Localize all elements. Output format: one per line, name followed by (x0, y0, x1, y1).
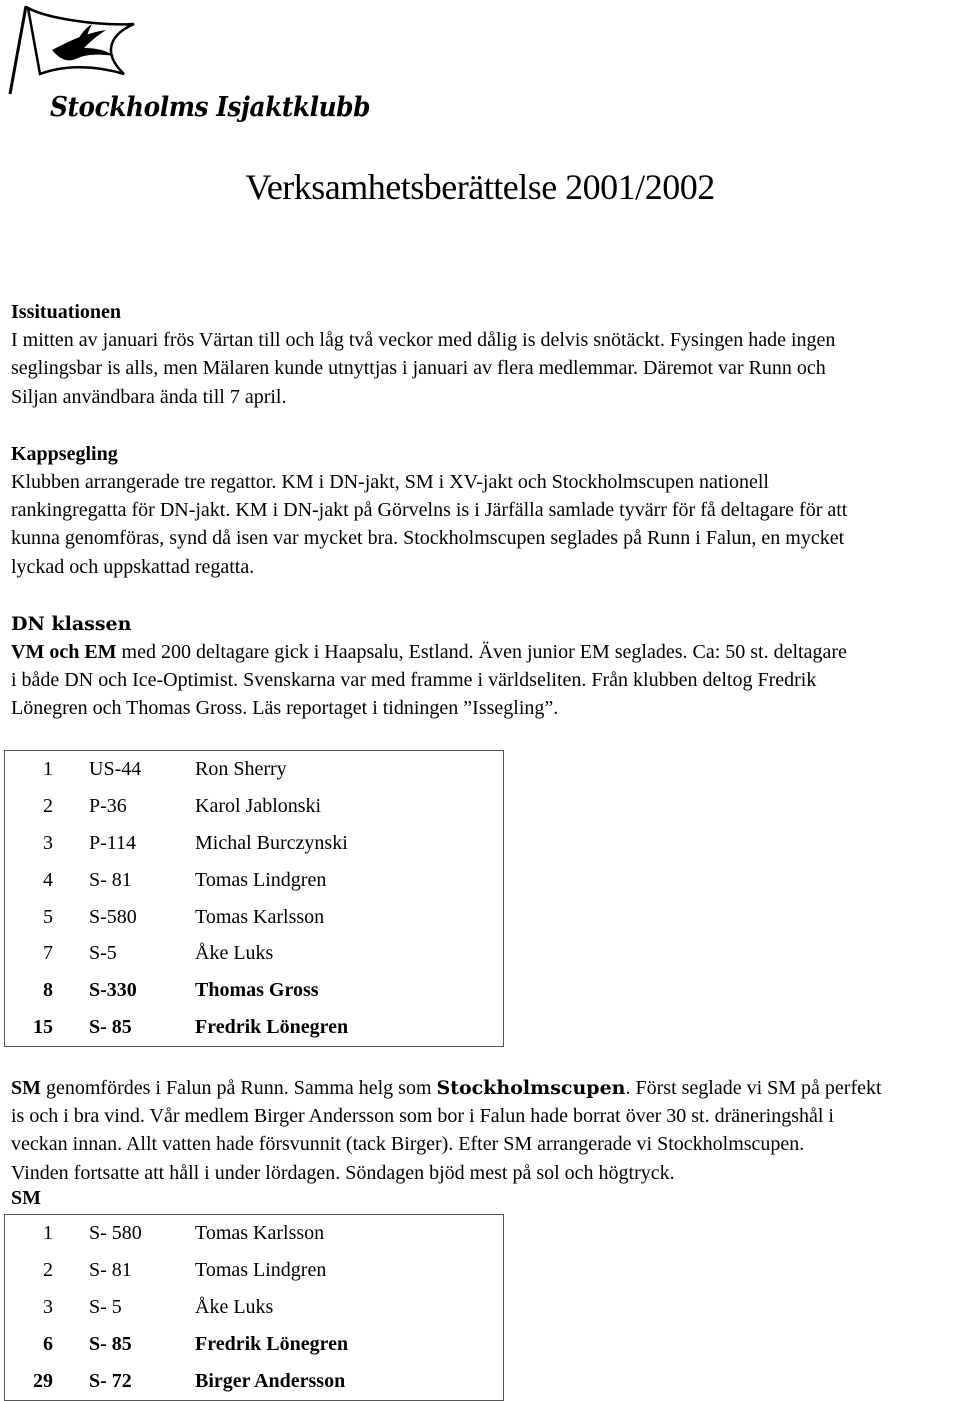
paragraph-line: Vinden fortsatte att håll i under lördagen. Söndagen bjöd mest på sol och högtryck. (11, 1161, 675, 1184)
sm-results-table (4, 1214, 504, 1401)
sail-number-cell: S-330 (89, 979, 137, 1002)
section-heading-issituationen: Issituationen (11, 301, 122, 323)
sail-number-cell: S- 5 (89, 1296, 122, 1318)
paragraph-line: seglingsbar is alls, men Mälaren kunde utnyttjas i januari av flera medlemmar. Däremot var Runn och (11, 357, 826, 380)
table-row (5, 751, 504, 788)
paragraph-line: i både DN och Ice-Optimist. Svenskarna var med framme i världseliten. Från klubben deltog Fredrik (11, 669, 817, 692)
sail-number-cell: S- 580 (89, 1222, 142, 1244)
sail-number-cell: P-114 (89, 831, 137, 854)
sail-number-cell: S-580 (89, 905, 137, 928)
sailor-name-cell: Åke Luks (195, 942, 274, 965)
sailor-name-cell: Tomas Karlsson (195, 1222, 325, 1244)
place-cell: 3 (43, 831, 53, 854)
paragraph-line: Siljan användbara ända till 7 april. (11, 385, 287, 408)
stockholmscupen-label: Stockholmscupen (436, 1077, 626, 1099)
table-row (5, 825, 504, 862)
place-cell: 6 (43, 1333, 53, 1355)
club-logo (6, 4, 371, 130)
sailor-name-cell: Tomas Lindgren (195, 1259, 327, 1281)
section-heading-dn-klassen: DN klassen (11, 612, 132, 635)
place-cell: 29 (33, 1370, 53, 1392)
table-row (5, 935, 504, 972)
place-cell: 7 (43, 942, 53, 965)
sail-number-cell: S- 85 (89, 1016, 132, 1039)
paragraph-line: veckan innan. Allt vatten hade försvunnit (tack Birger). Efter SM arrangerade vi Stockholmscupen. (11, 1133, 805, 1156)
page-title: Verksamhetsberättelse 2001/2002 (245, 167, 715, 207)
sm-label: SM (11, 1077, 41, 1099)
flag-with-bird-icon (6, 4, 356, 104)
paragraph-line: is och i bra vind. Vår medlem Birger Andersson som bor i Falun hade borrat över 30 st. dräneringshål i (11, 1105, 834, 1128)
table-row (5, 1326, 504, 1363)
sail-number-cell: S-5 (89, 942, 117, 965)
sailor-name-cell: Åke Luks (195, 1296, 274, 1318)
table-row (5, 1289, 504, 1326)
place-cell: 1 (43, 1222, 53, 1244)
paragraph-line (11, 638, 956, 666)
sail-number-cell: S- 72 (89, 1370, 132, 1392)
sailor-name-cell: Tomas Karlsson (195, 905, 325, 928)
place-cell: 1 (43, 757, 53, 780)
sail-number-cell: S- 81 (89, 1259, 132, 1281)
place-cell: 8 (43, 979, 53, 1002)
vm-results-table (4, 750, 504, 1047)
sm-section (11, 1074, 956, 1212)
paragraph-line: I mitten av januari frös Värtan till och låg två veckor med dålig is delvis snötäckt. Fysingen hade ingen (11, 329, 836, 352)
paragraph-line (11, 1074, 956, 1102)
paragraph-line: Klubben arrangerade tre regattor. KM i DN-jakt, SM i XV-jakt och Stockholmscupen nationell (11, 471, 769, 494)
sailor-name-cell: Tomas Lindgren (195, 868, 327, 891)
sailor-name-cell: Michal Burczynski (195, 831, 348, 854)
sail-number-cell: S- 85 (89, 1333, 132, 1355)
sailor-name-cell: Birger Andersson (195, 1370, 346, 1392)
sm-table-label: SM (11, 1186, 41, 1209)
sailor-name-cell: Karol Jablonski (195, 794, 322, 817)
place-cell: 2 (43, 1259, 53, 1281)
document-body (11, 298, 956, 723)
table-row (5, 1009, 504, 1046)
sailor-name-cell: Thomas Gross (195, 979, 319, 1002)
table-row (5, 972, 504, 1009)
place-cell: 2 (43, 794, 53, 817)
section-heading-kappsegling: Kappsegling (11, 442, 118, 465)
table-row (5, 1363, 504, 1401)
sailor-name-cell: Fredrik Lönegren (195, 1333, 349, 1355)
logo-text: Stockholms Isjaktklubb (50, 92, 371, 123)
paragraph-line: lyckad och uppskattad regatta. (11, 555, 255, 578)
paragraph-line: Lönegren och Thomas Gross. Läs reportaget i tidningen ”Issegling”. (11, 697, 559, 720)
sailor-name-cell: Fredrik Lönegren (195, 1016, 349, 1039)
vm-em-label: VM och EM (11, 641, 117, 664)
table-row (5, 899, 504, 936)
paragraph-text: . Först seglade vi SM på perfekt (625, 1077, 882, 1099)
table-row (5, 788, 504, 825)
sail-number-cell: P-36 (89, 794, 127, 817)
sailor-name-cell: Ron Sherry (195, 757, 287, 780)
table-row (5, 1252, 504, 1289)
place-cell: 15 (33, 1016, 53, 1039)
place-cell: 5 (43, 905, 53, 928)
paragraph-line: rankingregatta för DN-jakt. KM i DN-jakt på Görvelns is i Järfälla samlade tyvärr för få deltagare för att (11, 499, 848, 522)
sail-number-cell: US-44 (89, 757, 142, 780)
sail-number-cell: S- 81 (89, 868, 132, 891)
table-row (5, 862, 504, 899)
place-cell: 4 (43, 868, 53, 891)
paragraph-line: kunna genomföras, synd då isen var mycket bra. Stockholmscupen seglades på Runn i Falun, en mycket (11, 527, 845, 550)
paragraph-text: med 200 deltagare gick i Haapsalu, Estland. Även junior EM seglades. Ca: 50 st. deltagare (116, 641, 847, 664)
paragraph-text: genomfördes i Falun på Runn. Samma helg som (41, 1077, 437, 1099)
place-cell: 3 (43, 1296, 53, 1318)
table-row (5, 1215, 504, 1253)
